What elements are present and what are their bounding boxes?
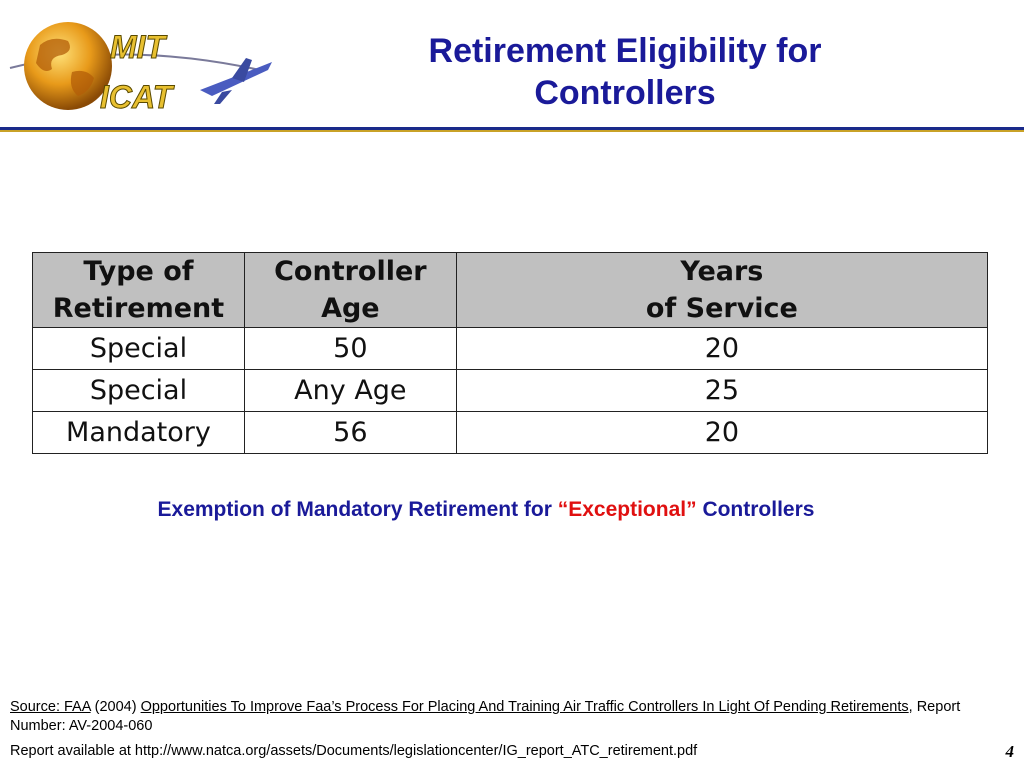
title-line-1: Retirement Eligibility for xyxy=(428,32,822,70)
table-cell: 25 xyxy=(456,370,987,412)
exemption-note: Exemption of Mandatory Retirement for “Exceptional” Controllers xyxy=(157,498,815,521)
header-rule-gold xyxy=(0,130,1024,132)
table-cell: Any Age xyxy=(244,370,456,412)
report-availability-line: Report available at http://www.natca.org/assets/Documents/legislationcenter/IG_report_ATC_retirement.pdf xyxy=(10,743,698,759)
header-years-of-service: Years of Service xyxy=(456,253,987,328)
table-cell: 56 xyxy=(244,412,456,454)
globe-icon xyxy=(24,22,112,110)
logo-text-mit: MIT xyxy=(110,29,166,65)
table-cell: 50 xyxy=(244,328,456,370)
table-row xyxy=(33,328,988,370)
table-row xyxy=(33,412,988,454)
logo-text-icat: ICAT xyxy=(100,79,173,115)
table-row xyxy=(33,370,988,412)
source-label: Source: FAA xyxy=(10,699,91,715)
source-citation: Source: FAA (2004) Opportunities To Improve Faa’s Process For Placing And Training Air Traffic Controllers In Light Of Pending Retirements, Report Number: AV-2004-060 xyxy=(10,699,961,734)
table-cell: Special xyxy=(33,370,245,412)
table-cell: Special xyxy=(33,328,245,370)
table-cell: 20 xyxy=(456,412,987,454)
header-controller-age: Controller Age xyxy=(244,253,456,328)
title-line-2: Controllers xyxy=(534,74,716,112)
table-header-row xyxy=(33,253,988,328)
table-cell: Mandatory xyxy=(33,412,245,454)
slide-title xyxy=(350,30,900,114)
exceptional-highlight: “Exceptional” xyxy=(557,498,697,521)
retirement-table xyxy=(32,252,988,454)
source-title-link[interactable]: Opportunities To Improve Faa’s Process For Placing And Training Air Traffic Controllers In Light Of Pending Retirements xyxy=(140,699,909,715)
table-cell: 20 xyxy=(456,328,987,370)
mit-icat-logo xyxy=(0,0,290,125)
page-number: 4 xyxy=(1005,742,1014,761)
header-type-of-retirement: Type of Retirement xyxy=(33,253,245,328)
